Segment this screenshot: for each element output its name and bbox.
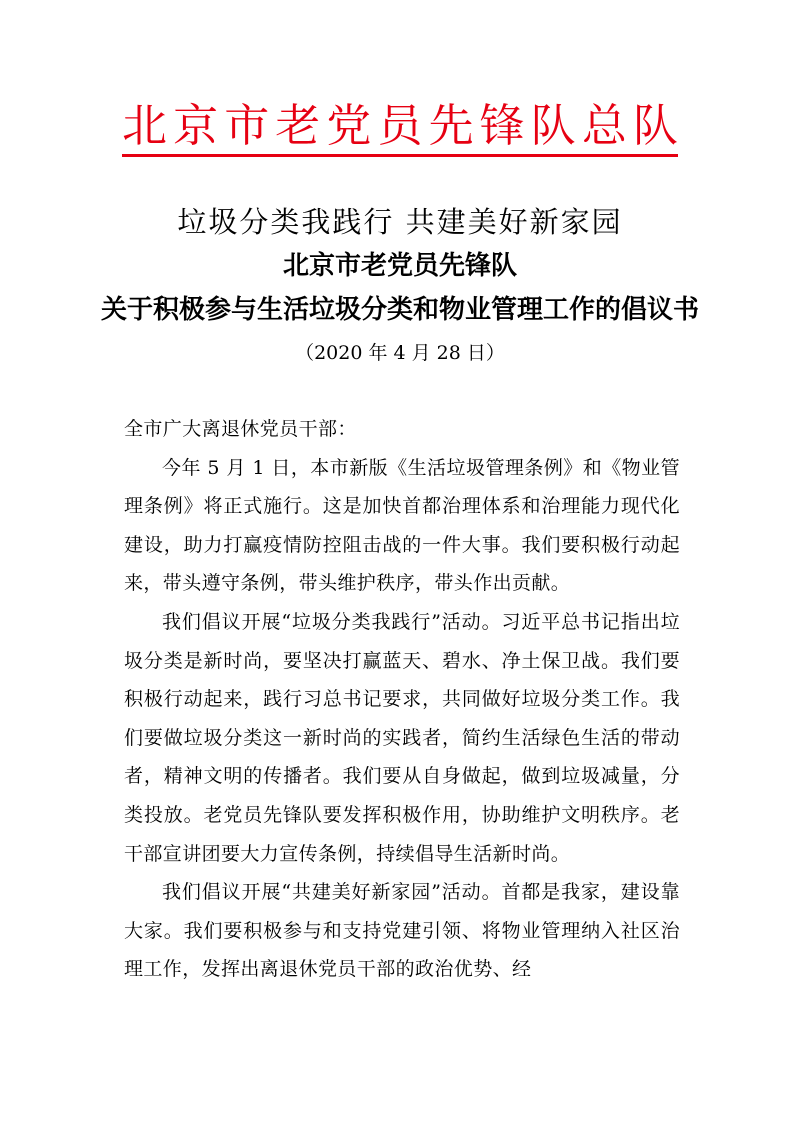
masthead-rule <box>122 154 678 157</box>
masthead-char: 员 <box>377 99 423 152</box>
issuer-title: 北京市老党员先锋队 <box>282 251 517 281</box>
salutation: 全市广大离退休党员干部： <box>124 418 357 440</box>
masthead-char: 市 <box>224 99 270 152</box>
masthead-char: 队 <box>632 99 678 152</box>
masthead-char: 先 <box>428 99 474 152</box>
masthead-char: 北 <box>122 99 168 152</box>
masthead-char: 锋 <box>479 99 525 152</box>
body-text <box>124 410 680 989</box>
paragraph: 今年 5 月 1 日，本市新版《生活垃圾管理条例》和《物业管理条例》将正式施行。这是加快首都治理体系和治理能力现代化建设，助力打赢疫情防控阻击战的一件大事。我们要积极行动起来，带头遵守条例，带头维护秩序，带头作出贡献。 <box>124 456 680 595</box>
masthead-char: 党 <box>326 99 372 152</box>
document-title: 关于积极参与生活垃圾分类和物业管理工作的倡议书 <box>100 295 699 325</box>
paragraph: 我们倡议开展“共建美好新家园”活动。首都是我家，建设靠大家。我们要积极参与和支持党建引领、将物业管理纳入社区治理工作，发挥出离退休党员干部的政治优势、经 <box>124 881 680 981</box>
masthead-char: 老 <box>275 99 321 152</box>
masthead <box>122 96 678 156</box>
masthead-char: 总 <box>581 99 627 152</box>
paragraph: 我们倡议开展“垃圾分类我践行”活动。习近平总书记指出垃圾分类是新时尚，要坚决打赢蓝天、碧水、净土保卫战。我们要积极行动起来，践行习总书记要求，共同做好垃圾分类工作。我们要做垃圾分类这一新时尚的实践者，简约生活绿色生活的带动者，精神文明的传播者。我们要从自身做起，做到垃圾减量，分类投放。老党员先锋队要发挥积极作用，协助维护文明秩序。老干部宣讲团要大力宣传条例，持续倡导生活新时尚。 <box>124 610 680 865</box>
masthead-char: 京 <box>173 99 219 152</box>
date-line: （2020 年 4 月 28 日） <box>295 342 505 364</box>
masthead-char: 队 <box>530 99 576 152</box>
main-title: 垃圾分类我践行 共建美好新家园 <box>177 205 623 239</box>
